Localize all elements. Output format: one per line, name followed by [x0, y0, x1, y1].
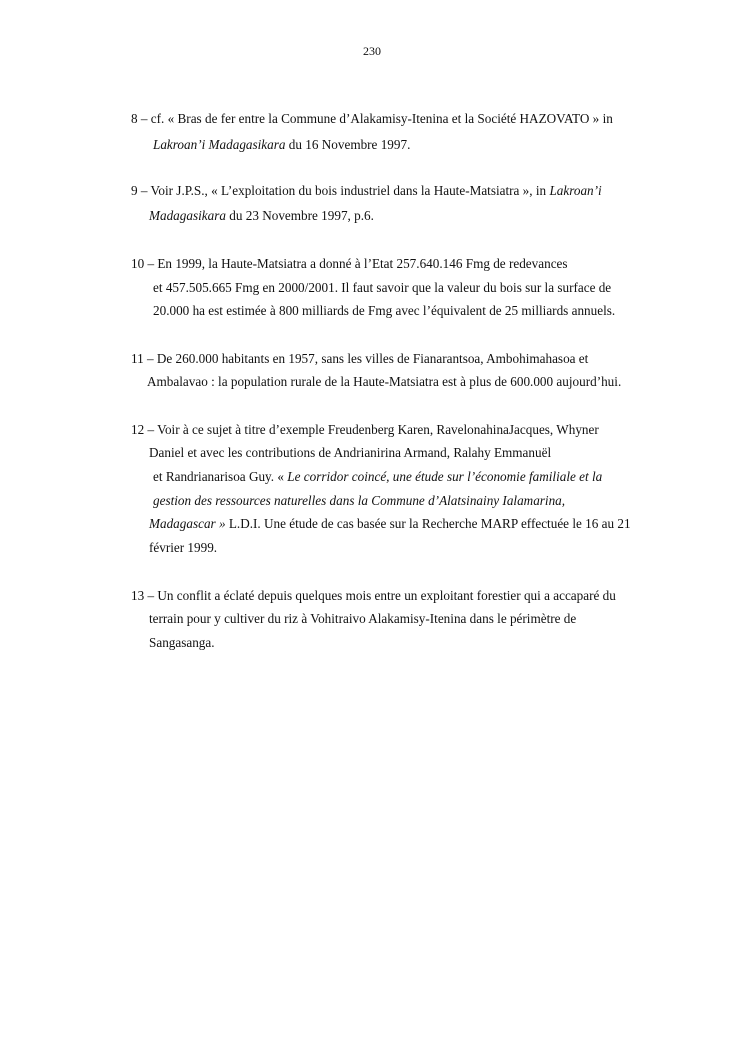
- note-8-line-2: Lakroan’i Madagasikara du 16 Novembre 1997.: [153, 137, 411, 152]
- page-number: 230: [363, 44, 381, 58]
- note-12-line-3: et Randrianarisoa Guy. « Le corridor coincé, une étude sur l’économie familiale et la: [153, 469, 603, 484]
- note-13-line-1: 13 – Un conflit a éclaté depuis quelques mois entre un exploitant forestier qui a accaparé du: [131, 588, 616, 603]
- note-12-line-5: Madagascar » L.D.I. Une étude de cas basée sur la Recherche MARP effectuée le 16 au 21: [149, 516, 631, 531]
- note-10-line-1: 10 – En 1999, la Haute-Matsiatra a donné à l’Etat 257.640.146 Fmg de redevances: [131, 256, 568, 271]
- note-10-line-3: 20.000 ha est estimée à 800 milliards de Fmg avec l’équivalent de 25 milliards annuels.: [153, 303, 616, 318]
- note-8-line-1: 8 – cf. « Bras de fer entre la Commune d’Alakamisy-Itenina et la Société HAZOVATO » in: [131, 111, 613, 126]
- note-10-line-2: et 457.505.665 Fmg en 2000/2001. Il faut savoir que la valeur du bois sur la surface de: [153, 280, 612, 295]
- note-13-line-3: Sangasanga.: [149, 635, 215, 650]
- note-13-line-2: terrain pour y cultiver du riz à Vohitraivo Alakamisy-Itenina dans le périmètre de: [149, 611, 577, 626]
- note-11-line-1: 11 – De 260.000 habitants en 1957, sans les villes de Fianarantsoa, Ambohimahasoa et: [131, 351, 589, 366]
- note-12-line-2: Daniel et avec les contributions de Andrianirina Armand, Ralahy Emmanuël: [149, 445, 552, 460]
- note-12-line-6: février 1999.: [149, 540, 218, 555]
- note-11-line-2: Ambalavao : la population rurale de la Haute-Matsiatra est à plus de 600.000 aujourd’hui.: [147, 374, 622, 389]
- note-12-line-4: gestion des ressources naturelles dans la Commune d’Alatsinainy Ialamarina,: [153, 493, 566, 508]
- note-12-line-1: 12 – Voir à ce sujet à titre d’exemple Freudenberg Karen, RavelonahinaJacques, Whyner: [131, 422, 599, 437]
- note-9-line-2: Madagasikara du 23 Novembre 1997, p.6.: [149, 208, 374, 223]
- note-9-line-1: 9 – Voir J.P.S., « L’exploitation du bois industriel dans la Haute-Matsiatra », in Lakroan’i: [131, 183, 602, 198]
